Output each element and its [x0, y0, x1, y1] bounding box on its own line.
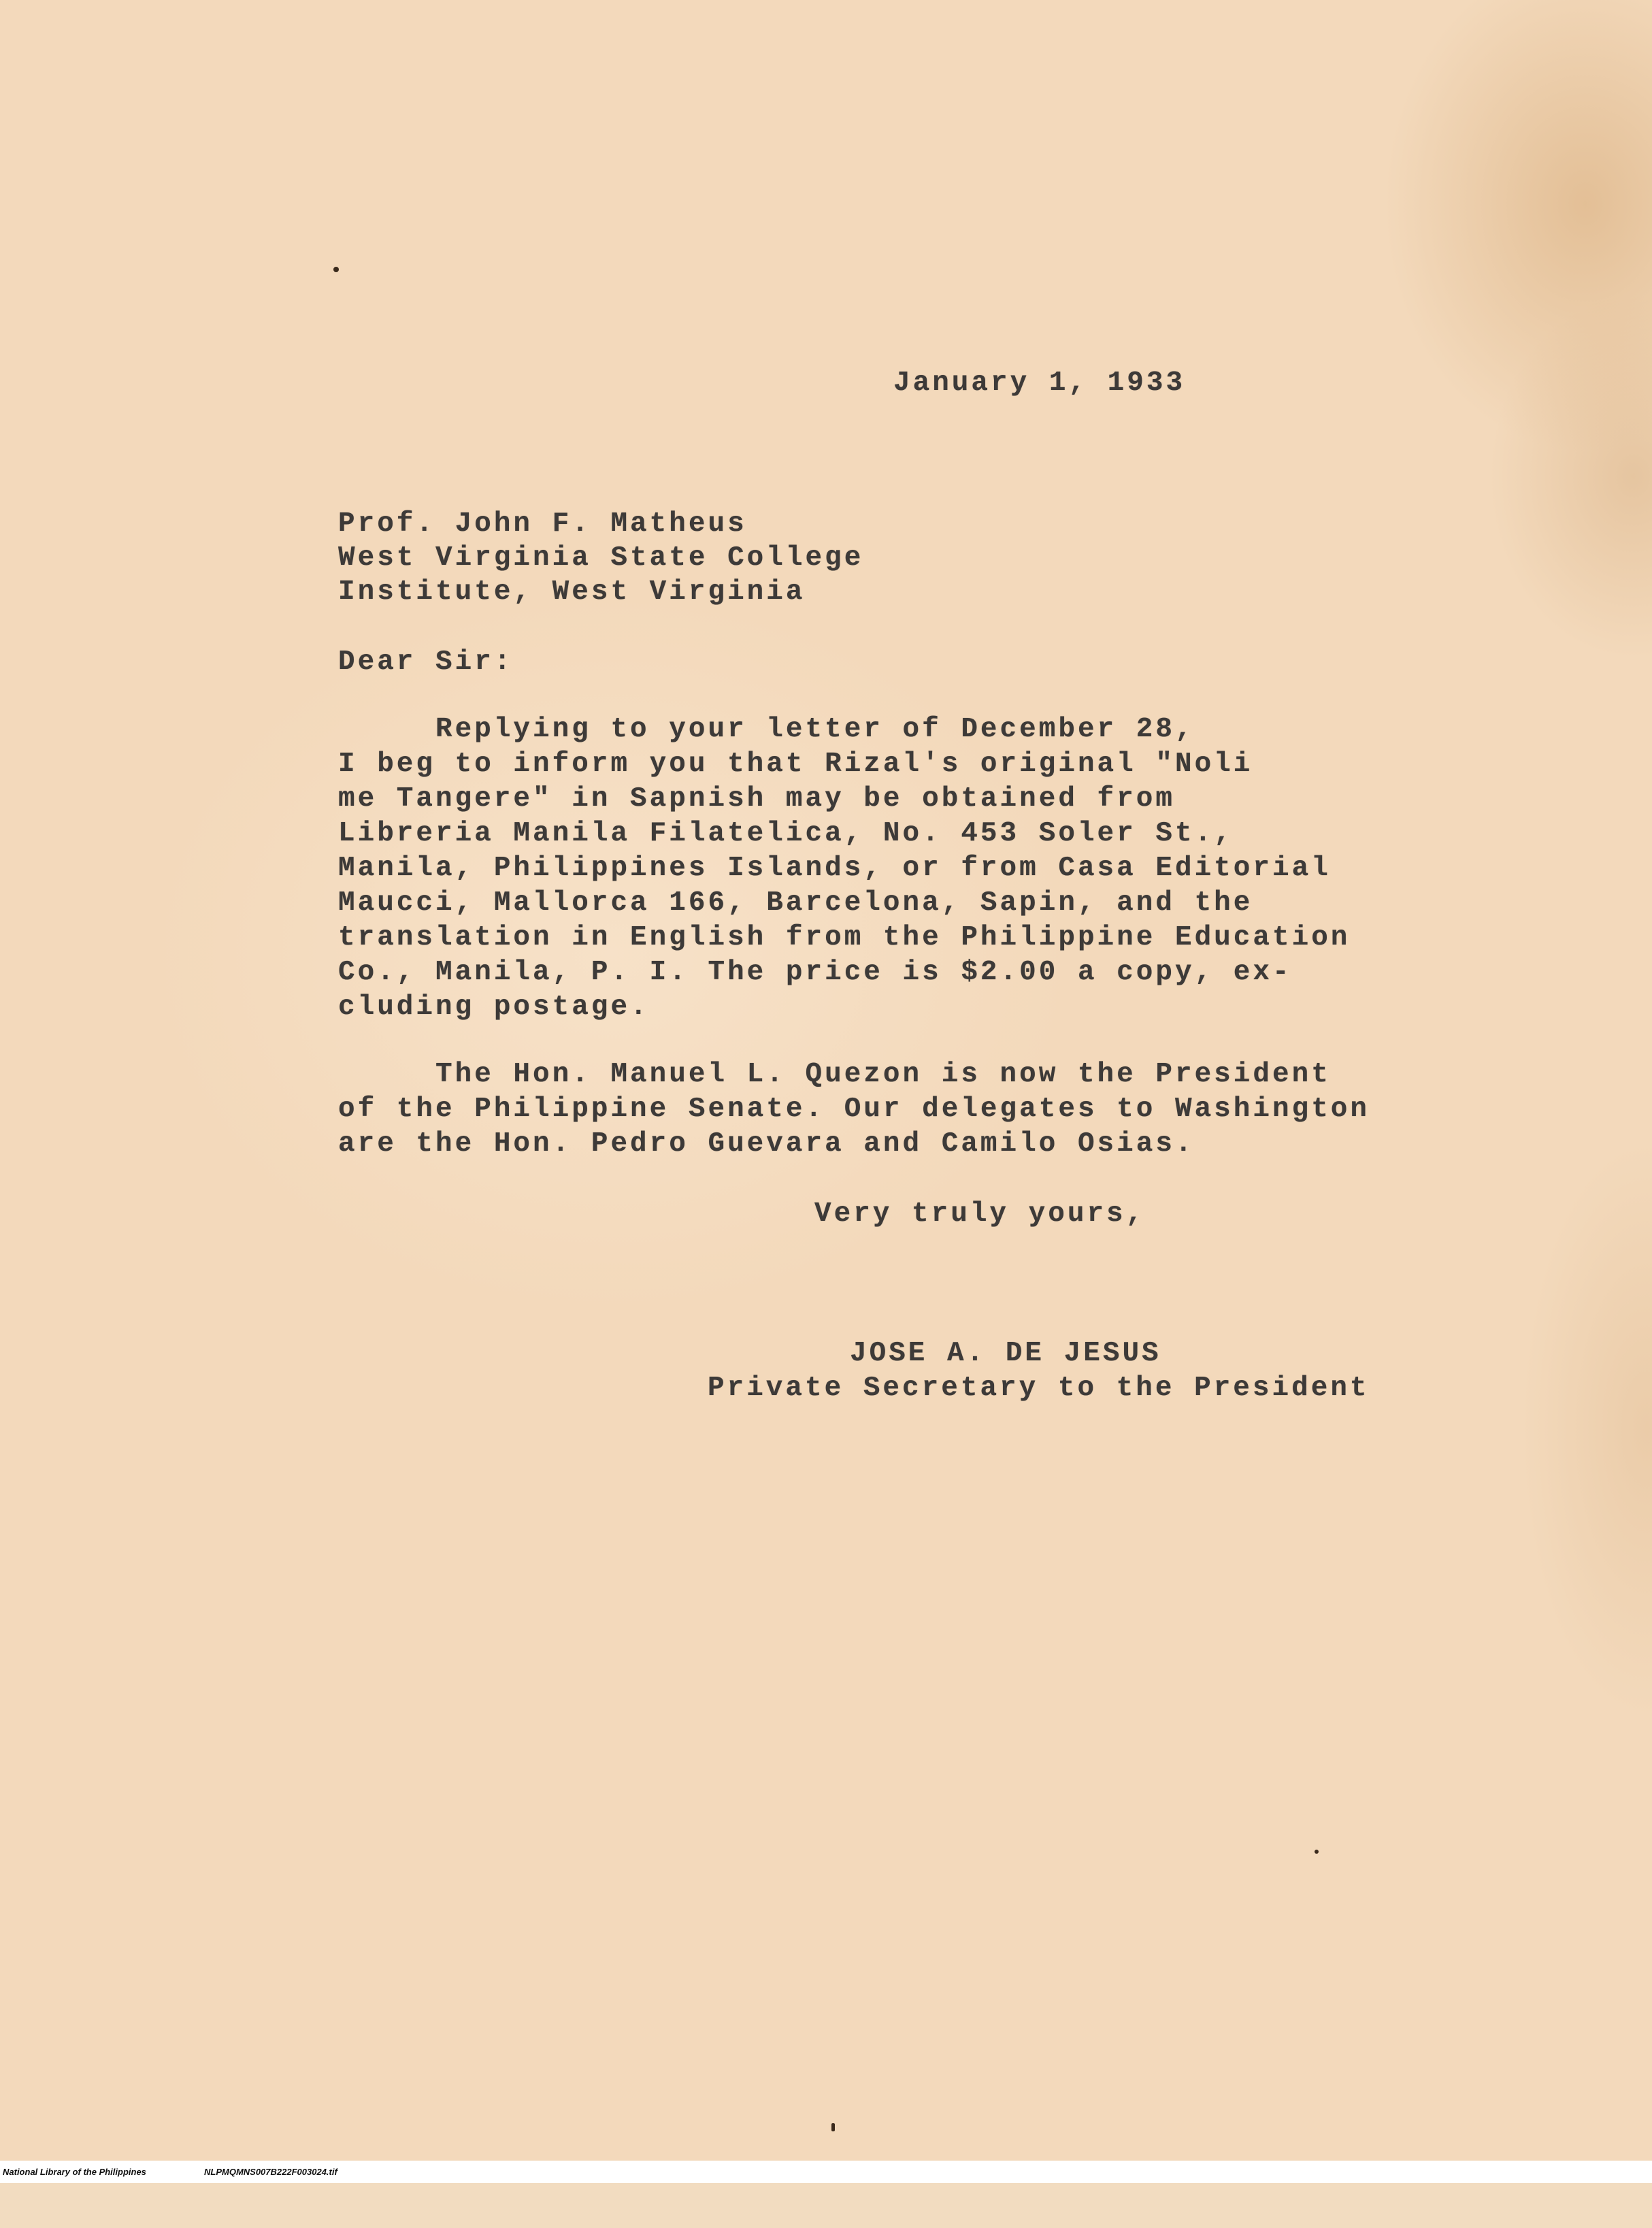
body-line: Replying to your letter of December 28,	[338, 714, 1195, 745]
archive-file-id: NLPMQMNS007B222F003024.tif	[204, 2167, 337, 2177]
body-line: Manila, Philippines Islands, or from Casa Editorial	[338, 853, 1331, 884]
paper-speck	[333, 267, 339, 272]
recipient-location: Institute, West Virginia	[338, 576, 806, 608]
body-line: of the Philippine Senate. Our delegates to Washington	[338, 1094, 1370, 1125]
signer-title: Private Secretary to the President	[708, 1373, 1370, 1404]
body-line: cluding postage.	[338, 992, 650, 1023]
body-line: The Hon. Manuel L. Quezon is now the President	[338, 1059, 1331, 1090]
body-line: translation in English from the Philippine Education	[338, 922, 1351, 953]
letter-date: January 1, 1933	[893, 367, 1186, 399]
body-paragraph-2	[338, 1059, 1440, 1168]
archive-footer	[0, 2161, 1652, 2183]
paper-speck	[831, 2123, 835, 2131]
recipient-institution: West Virginia State College	[338, 542, 864, 574]
body-line: I beg to inform you that Rizal's original "Noli	[338, 749, 1253, 780]
paper-speck	[1315, 1850, 1319, 1854]
salutation: Dear Sir:	[338, 646, 514, 678]
body-paragraph-1	[338, 714, 1440, 1027]
signer-name: JOSE A. DE JESUS	[850, 1338, 1161, 1369]
body-line: Maucci, Mallorca 166, Barcelona, Sapin, and the	[338, 887, 1253, 919]
body-line: Co., Manila, P. I. The price is $2.00 a copy, ex-	[338, 957, 1292, 988]
closing: Very truly yours,	[814, 1198, 1146, 1230]
body-line: me Tangere" in Sapnish may be obtained from	[338, 783, 1175, 815]
recipient-name: Prof. John F. Matheus	[338, 508, 747, 540]
body-line: Libreria Manila Filatelica, No. 453 Soler St.,	[338, 818, 1234, 849]
archive-library-label: National Library of the Philippines	[3, 2167, 146, 2177]
body-line: are the Hon. Pedro Guevara and Camilo Osias.	[338, 1128, 1195, 1160]
